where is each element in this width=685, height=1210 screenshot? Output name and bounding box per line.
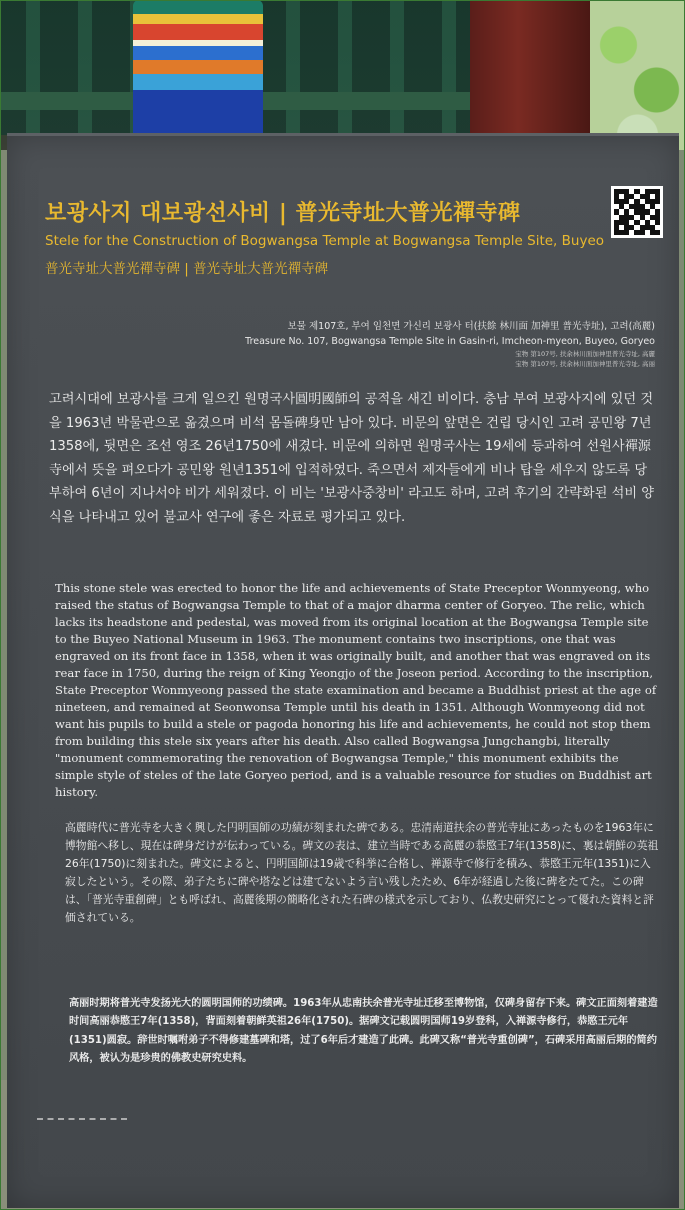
painted-pillar <box>133 0 263 150</box>
designation-korean: 보물 제107호, 부여 임천면 가신리 보광사 터(扶餘 林川面 加神里 普光寺址), 고려(高麗) <box>287 321 655 332</box>
description-chinese: 高丽时期将普光寺发扬光大的圆明国师的功绩碑。1963年从忠南扶余普光寺址迁移至博物馆，仅碑身留存下来。碑文正面刻着建造时间高丽恭愍王7年(1358)，背面刻着朝鲜英祖26年(1750)。据碑文记载圆明国师19岁登科，入禅源寺修行，恭愍王元年(1351)圆寂。辞世时嘱咐弟子不得修建墓碑和塔，过了6年后才建造了此碑。此碑又称“普光寺重创碑”，石碑采用高丽后期的简约风格，被认为是珍贵的佛教史研究史料。 <box>69 998 658 1064</box>
sign-title-hanja: 普光寺址大普光禪寺碑 | 普光寺址大普光禪寺碑 <box>45 261 329 277</box>
description-korean: 고려시대에 보광사를 크게 일으킨 원명국사圓明國師의 공적을 새긴 비이다. 충남 부여 보광사지에 있던 것을 1963년 박물관으로 옮겼으며 비석 몸돌碑身만 남아 있다. 비문의 앞면은 건립 당시인 고려 공민왕 7년1358에, 뒷면은 조선 영조 26년1750에 새겼다. 비문에 의하면 원명국사는 19세에 등과하여 선원사禪源寺에서 뜻을 펴오다가 공민왕 원년1351에 입적하였다. 죽으면서 제자들에게 비나 탑을 세우지 않도록 당부하여 6년이 지나서야 비가 세워졌다. 이 비는 '보광사중창비' 라고도 하며, 고려 후기의 간략화된 석비 양식을 나타내고 있어 불교사 연구에 좋은 자료로 평가되고 있다. <box>49 392 655 525</box>
designation-japanese: 宝物 第107号, 扶余林川面加神里普光寺址, 高麗 <box>515 350 655 358</box>
tree-foliage <box>590 0 685 150</box>
treasure-designation <box>245 319 655 369</box>
information-sign <box>7 133 679 1208</box>
surface-scratch <box>37 1118 127 1122</box>
designation-chinese: 宝物 第107号, 扶余林川面加神里普光寺址, 高丽 <box>515 360 655 368</box>
description-english: This stone stele was erected to honor the life and achievements of State Preceptor Wonmyeong, who raised the status of Bogwangsa Temple to that of a major dharma center of Goryeo. The relic, which lacks its headstone and pedestal, was moved from its original location at the Bogwangsa Temple site to the Buyeo National Museum in 1963. The monument contains two inscriptions, one that was engraved on its front face in 1358, when it was originally built, and another that was engraved on its rear face in 1750, during the reign of King Yeongjo of the Joseon period. According to the inscription, State Preceptor Wonmyeong passed the state examination and became a Buddhist priest at the age of nineteen, and remained at Seonwonsa Temple until his death in 1351. Although Wonmyeong did not want his pupils to build a stele or pagoda honoring his life and achievements, he could not stop them from building this stele six years after his death. Also called Bogwangsa Jungchangbi, literally "monument commemorating the renovation of Bogwangsa Temple," this monument exhibits the simple style of steles of the late Goryeo period, and is a valuable resource for studies on Buddhist art history. <box>55 581 657 799</box>
sign-title-english: Stele for the Construction of Bogwangsa Temple at Bogwangsa Temple Site, Buyeo <box>45 233 605 249</box>
red-wooden-post <box>470 0 590 150</box>
qr-code-icon[interactable] <box>611 186 663 238</box>
sign-title-korean: 보광사지 대보광선사비 | 普光寺址大普光禪寺碑 <box>45 201 521 226</box>
designation-english: Treasure No. 107, Bogwangsa Temple Site in Gasin-ri, Imcheon-myeon, Buyeo, Goryeo <box>245 336 655 347</box>
description-japanese: 高麗時代に普光寺を大きく興した円明国師の功績が刻まれた碑である。忠清南道扶余の普光寺址にあったものを1963年に博物館へ移し、現在は碑身だけが伝わっている。碑文の表は、建立当時である高麗の恭愍王7年(1358)に、裏は朝鮮の英祖26年(1750)に刻まれた。碑文によると、円明国師は19歳で科挙に合格し、禅源寺で修行を積み、恭愍王元年(1351)に入寂したという。その際、弟子たちに碑や塔などは建てないよう言い残したため、6年が経過した後に碑をたてた。この碑は、「普光寺重創碑」とも呼ばれ、高麗後期の簡略化された石碑の様式を示しており、仏教史研究にとって優れた資料と評価されている。 <box>65 821 659 925</box>
